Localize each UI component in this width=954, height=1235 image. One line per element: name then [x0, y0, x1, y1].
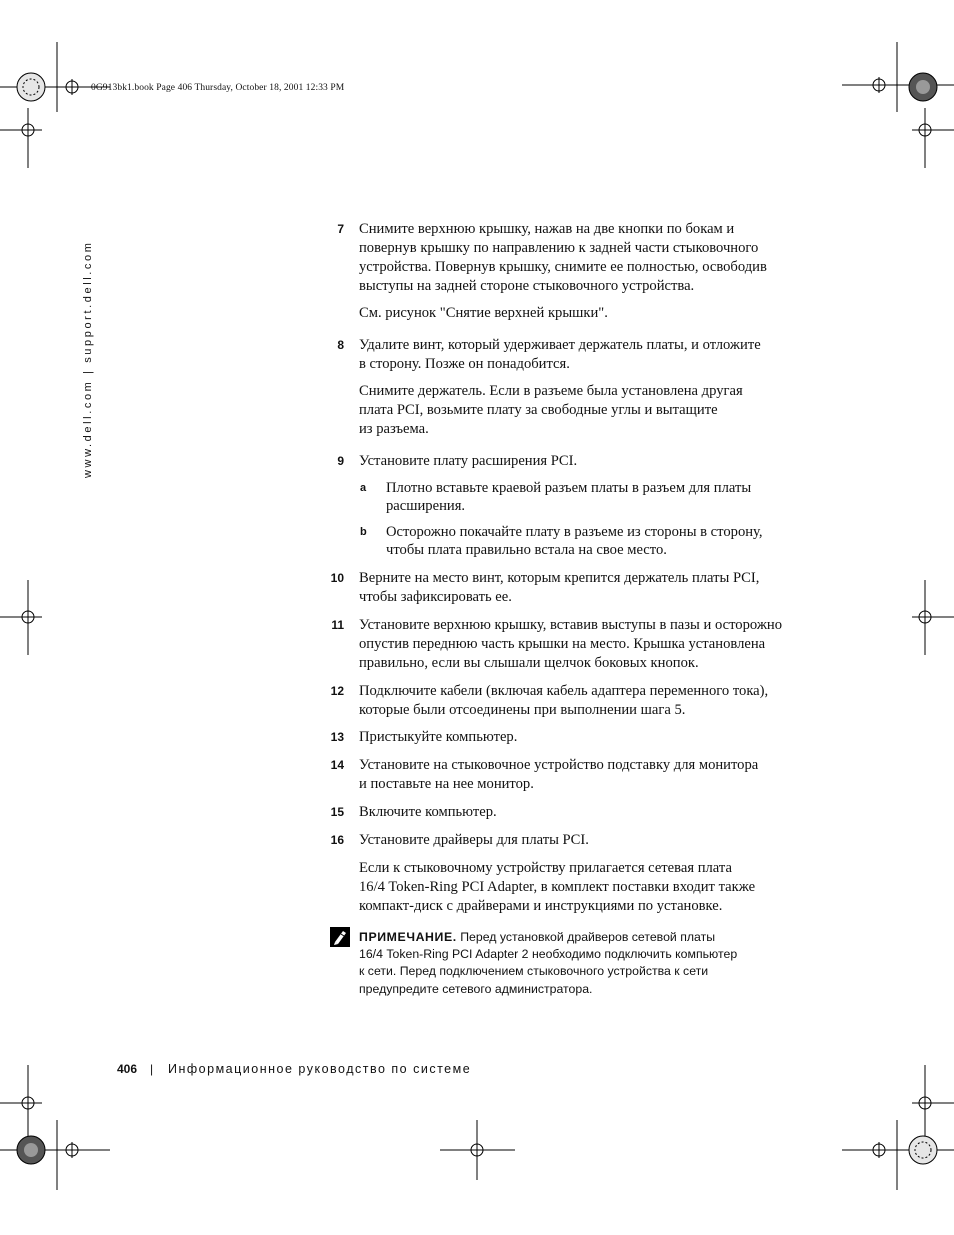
paragraph-line: 16/4 Token-Ring PCI Adapter, в комплект поставки входит также: [359, 879, 756, 895]
step-line: правильно, если вы слышали щелчок боковых кнопок.: [359, 655, 699, 671]
paragraph-line: См. рисунок "Снятие верхней крышки".: [359, 305, 608, 321]
footer-separator: |: [150, 1062, 154, 1076]
substep-line: Плотно вставьте краевой разъем платы в разъем для платы: [386, 480, 752, 496]
note-line: предупредите сетевого администратора.: [359, 981, 593, 996]
substep-line: расширения.: [386, 498, 466, 514]
step-line: повернув крышку по направлению к задней части стыковочного: [359, 240, 759, 256]
step-number: 13: [330, 730, 344, 744]
substep-text: [386, 479, 816, 515]
step-number: 14: [330, 758, 344, 772]
step-line: в сторону. Позже он понадобится.: [359, 356, 570, 372]
step-text: [359, 336, 819, 374]
step-text: [359, 831, 819, 850]
step-line: Включите компьютер.: [359, 804, 497, 820]
step-line: Установите плату расширения PCI.: [359, 453, 578, 469]
substep-line: Осторожно покачайте плату в разъеме из стороны в сторону,: [386, 524, 763, 540]
step-line: Верните на место винт, которым крепится держатель платы PCI,: [359, 570, 760, 586]
step-line: Установите драйверы для платы PCI.: [359, 832, 589, 848]
step-text: [359, 803, 819, 822]
step-line: опустив переднюю часть крышки на место. Крышка установлена: [359, 636, 766, 652]
step-number: 8: [337, 338, 344, 352]
step-line: Снимите верхнюю крышку, нажав на две кнопки по бокам и: [359, 221, 735, 237]
step-paragraph: [359, 859, 819, 916]
step-line: чтобы зафиксировать ее.: [359, 589, 512, 605]
step-number: 16: [330, 833, 344, 847]
side-url: www.dell.com | support.dell.com: [82, 240, 94, 478]
book-header: 0G913bk1.book Page 406 Thursday, October 18, 2001 12:33 PM: [91, 83, 345, 93]
paragraph-line: из разъема.: [359, 421, 429, 437]
step-line: устройства. Повернув крышку, снимите ее полностью, освободив: [359, 259, 767, 275]
page-number: 406: [117, 1062, 138, 1076]
pencil-note-icon: [330, 927, 350, 947]
step-line: выступы на задней стороне стыковочного устройства.: [359, 278, 695, 294]
substep-text: [386, 523, 816, 559]
step-number: 12: [330, 684, 344, 698]
step-paragraph: [359, 382, 819, 439]
step-text: [359, 728, 819, 747]
step-number: 15: [330, 805, 344, 819]
paragraph-line: Если к стыковочному устройству прилагается сетевая плата: [359, 860, 732, 876]
step-number: 10: [330, 571, 344, 585]
substep-line: чтобы плата правильно встала на свое место.: [386, 542, 667, 558]
step-number: 7: [337, 222, 344, 236]
note-text: [359, 929, 809, 998]
step-line: и поставьте на нее монитор.: [359, 776, 534, 792]
substep-letter: a: [360, 482, 367, 494]
step-number: 11: [331, 618, 344, 632]
step-paragraph: [359, 304, 819, 323]
step-line: Удалите винт, который удерживает держатель платы, и отложите: [359, 337, 761, 353]
step-text: [359, 616, 819, 673]
note-line: 16/4 Token-Ring PCI Adapter 2 необходимо подключить компьютер: [359, 947, 738, 962]
step-line: Подключите кабели (включая кабель адаптера переменного тока),: [359, 683, 769, 699]
step-text: [359, 756, 819, 794]
step-line: Установите на стыковочное устройство подставку для монитора: [359, 757, 759, 773]
step-line: Пристыкуйте компьютер.: [359, 729, 518, 745]
step-line: Установите верхнюю крышку, вставив выступы в пазы и осторожно: [359, 617, 783, 633]
step-text: [359, 569, 819, 607]
note-label: ПРИМЕЧАНИЕ.: [359, 930, 457, 944]
note-line: Перед установкой драйверов сетевой платы: [456, 930, 716, 944]
step-text: [359, 220, 819, 296]
footer-title: Информационное руководство по системе: [168, 1062, 472, 1076]
paragraph-line: компакт-диск с драйверами и инструкциями по установке.: [359, 898, 723, 914]
paragraph-line: Снимите держатель. Если в разъеме была установлена другая: [359, 383, 743, 399]
step-text: [359, 682, 819, 720]
paragraph-line: плата PCI, возьмите плату за свободные углы и вытащите: [359, 402, 718, 418]
step-line: которые были отсоединены при выполнении шага 5.: [359, 702, 686, 718]
step-number: 9: [337, 454, 344, 468]
substep-letter: b: [360, 526, 367, 538]
note-line: к сети. Перед подключением стыковочного устройства к сети: [359, 964, 709, 979]
step-text: [359, 452, 819, 471]
